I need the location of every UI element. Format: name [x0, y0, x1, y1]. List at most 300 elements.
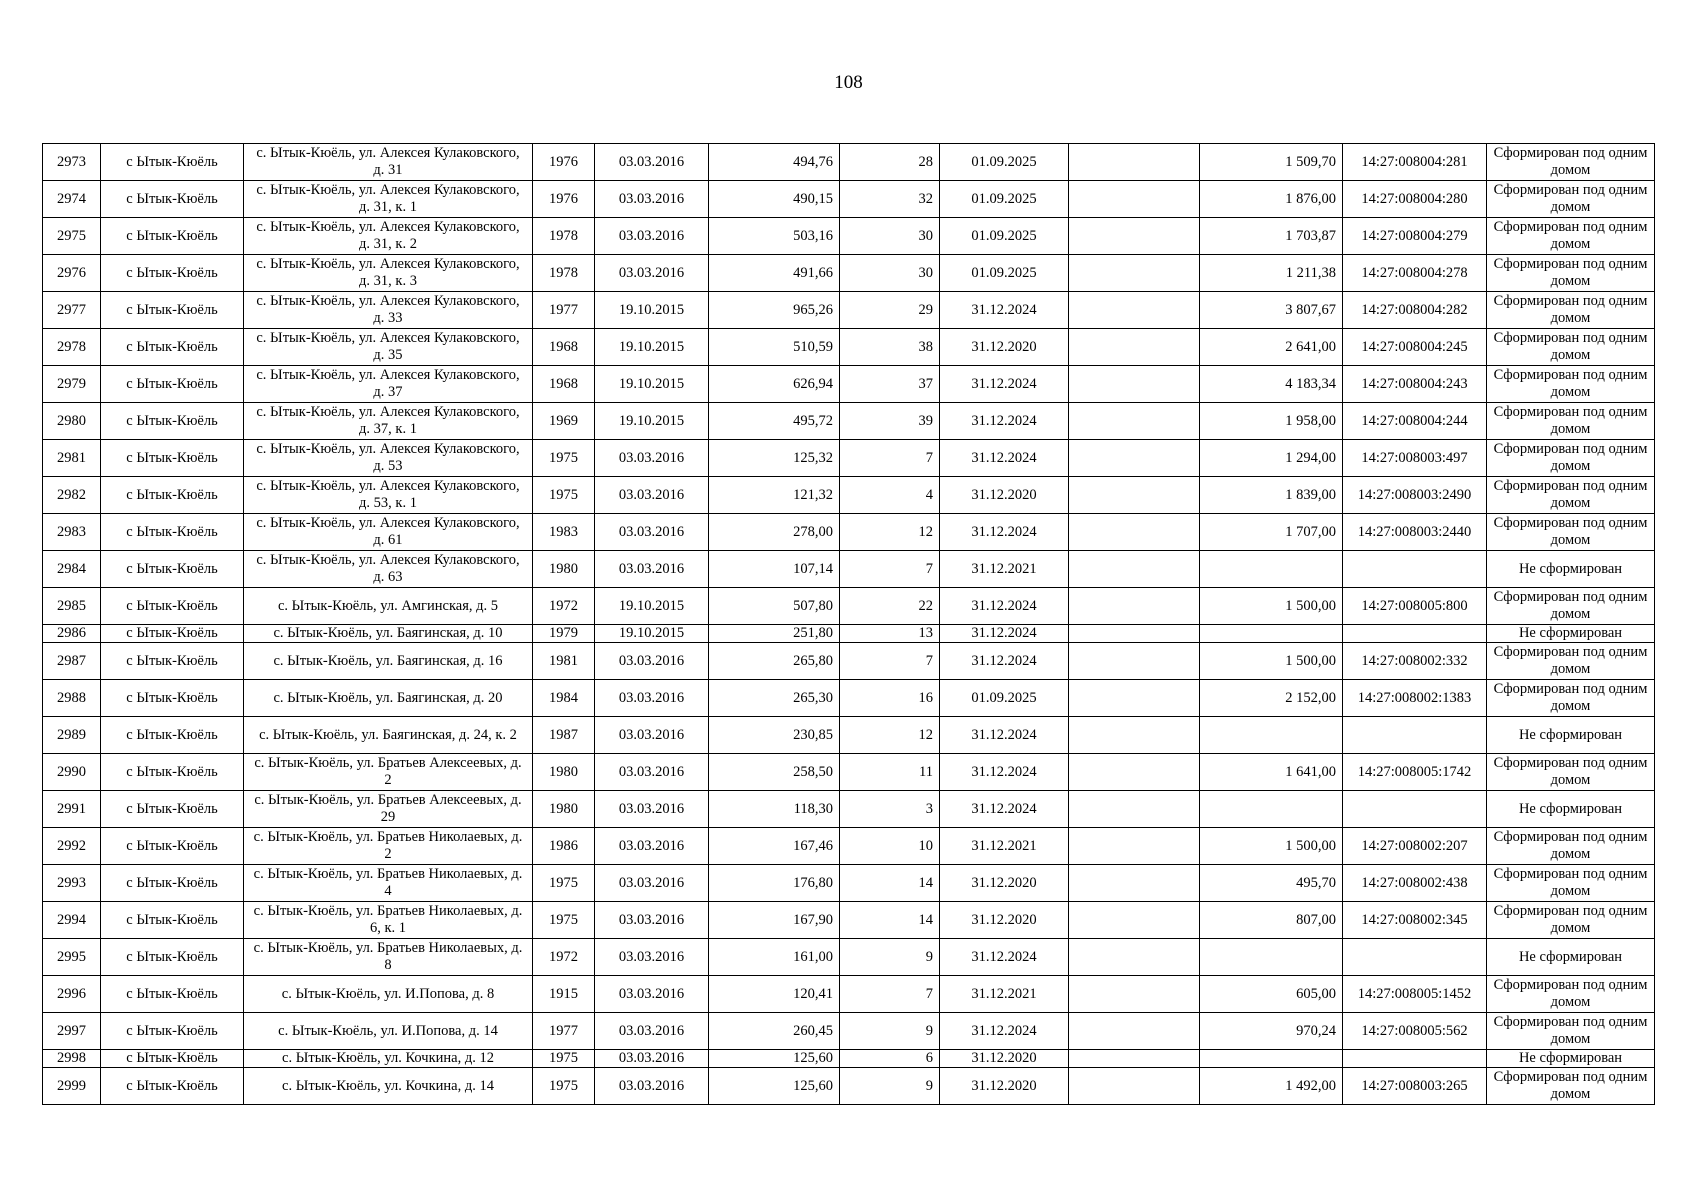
land-area-cell	[1200, 939, 1343, 976]
settlement-cell: с Ытык-Кюёль	[101, 255, 244, 292]
land-status-cell: Не сформирован	[1487, 717, 1655, 754]
land-status-cell: Сформирован под одним домом	[1487, 680, 1655, 717]
deadline-cell: 31.12.2021	[940, 976, 1069, 1013]
deadline-cell: 01.09.2025	[940, 181, 1069, 218]
cadastral-number-cell: 14:27:008002:207	[1343, 828, 1487, 865]
address-cell: с. Ытык-Кюёль, ул. Алексея Кулаковского, д. 37	[244, 366, 533, 403]
row-number: 2990	[43, 754, 101, 791]
land-status-cell: Сформирован под одним домом	[1487, 588, 1655, 625]
survey-date-cell: 19.10.2015	[595, 329, 709, 366]
area-cell: 265,30	[709, 680, 840, 717]
settlement-cell: с Ытык-Кюёль	[101, 976, 244, 1013]
cadastral-number-cell	[1343, 551, 1487, 588]
survey-date-cell: 03.03.2016	[595, 754, 709, 791]
address-cell: с. Ытык-Кюёль, ул. Алексея Кулаковского, д. 53, к. 1	[244, 477, 533, 514]
land-status-cell: Сформирован под одним домом	[1487, 218, 1655, 255]
year-built-cell: 1975	[533, 1050, 595, 1068]
survey-date-cell: 19.10.2015	[595, 403, 709, 440]
row-number: 2973	[43, 144, 101, 181]
land-status-cell: Сформирован под одним домом	[1487, 902, 1655, 939]
land-area-cell: 2 641,00	[1200, 329, 1343, 366]
settlement-cell: с Ытык-Кюёль	[101, 643, 244, 680]
address-cell: с. Ытык-Кюёль, ул. Амгинская, д. 5	[244, 588, 533, 625]
row-number: 2988	[43, 680, 101, 717]
residents-cell: 7	[840, 643, 940, 680]
land-status-cell: Не сформирован	[1487, 551, 1655, 588]
land-status-cell: Сформирован под одним домом	[1487, 255, 1655, 292]
land-status-cell: Сформирован под одним домом	[1487, 366, 1655, 403]
year-built-cell: 1980	[533, 551, 595, 588]
survey-date-cell: 03.03.2016	[595, 680, 709, 717]
survey-date-cell: 03.03.2016	[595, 255, 709, 292]
deadline-cell: 31.12.2021	[940, 828, 1069, 865]
page-number: 108	[834, 72, 863, 93]
table-row	[43, 625, 1655, 643]
area-cell: 125,60	[709, 1068, 840, 1105]
year-built-cell: 1980	[533, 791, 595, 828]
survey-date-cell: 03.03.2016	[595, 717, 709, 754]
area-cell: 251,80	[709, 625, 840, 643]
deadline-cell: 31.12.2021	[940, 551, 1069, 588]
year-built-cell: 1972	[533, 939, 595, 976]
address-cell: с. Ытык-Кюёль, ул. Алексея Кулаковского, д. 53	[244, 440, 533, 477]
settlement-cell: с Ытык-Кюёль	[101, 625, 244, 643]
row-number: 2974	[43, 181, 101, 218]
settlement-cell: с Ытык-Кюёль	[101, 865, 244, 902]
survey-date-cell: 03.03.2016	[595, 440, 709, 477]
survey-date-cell: 03.03.2016	[595, 791, 709, 828]
area-cell: 125,60	[709, 1050, 840, 1068]
cadastral-number-cell: 14:27:008005:800	[1343, 588, 1487, 625]
land-status-cell: Сформирован под одним домом	[1487, 514, 1655, 551]
residents-cell: 9	[840, 939, 940, 976]
land-status-cell: Сформирован под одним домом	[1487, 440, 1655, 477]
year-built-cell: 1968	[533, 366, 595, 403]
area-cell: 125,32	[709, 440, 840, 477]
cadastral-number-cell	[1343, 1050, 1487, 1068]
area-cell: 176,80	[709, 865, 840, 902]
settlement-cell: с Ытык-Кюёль	[101, 329, 244, 366]
year-built-cell: 1987	[533, 717, 595, 754]
land-status-cell: Не сформирован	[1487, 1050, 1655, 1068]
land-status-cell: Сформирован под одним домом	[1487, 828, 1655, 865]
deadline-cell: 31.12.2024	[940, 366, 1069, 403]
settlement-cell: с Ытык-Кюёль	[101, 717, 244, 754]
row-number: 2978	[43, 329, 101, 366]
row-number: 2994	[43, 902, 101, 939]
land-area-cell	[1200, 791, 1343, 828]
empty-cell	[1069, 754, 1200, 791]
residents-cell: 28	[840, 144, 940, 181]
row-number: 2984	[43, 551, 101, 588]
land-area-cell: 1 641,00	[1200, 754, 1343, 791]
area-cell: 490,15	[709, 181, 840, 218]
address-cell: с. Ытык-Кюёль, ул. Баягинская, д. 10	[244, 625, 533, 643]
survey-date-cell: 03.03.2016	[595, 514, 709, 551]
settlement-cell: с Ытык-Кюёль	[101, 181, 244, 218]
empty-cell	[1069, 902, 1200, 939]
settlement-cell: с Ытык-Кюёль	[101, 791, 244, 828]
row-number: 2976	[43, 255, 101, 292]
deadline-cell: 31.12.2024	[940, 625, 1069, 643]
cadastral-number-cell	[1343, 717, 1487, 754]
year-built-cell: 1968	[533, 329, 595, 366]
empty-cell	[1069, 828, 1200, 865]
land-status-cell: Сформирован под одним домом	[1487, 477, 1655, 514]
settlement-cell: с Ытык-Кюёль	[101, 403, 244, 440]
address-cell: с. Ытык-Кюёль, ул. Баягинская, д. 24, к. 2	[244, 717, 533, 754]
land-area-cell: 1 500,00	[1200, 643, 1343, 680]
cadastral-number-cell: 14:27:008005:562	[1343, 1013, 1487, 1050]
settlement-cell: с Ытык-Кюёль	[101, 1068, 244, 1105]
table-row	[43, 643, 1655, 680]
settlement-cell: с Ытык-Кюёль	[101, 754, 244, 791]
land-area-cell	[1200, 717, 1343, 754]
area-cell: 503,16	[709, 218, 840, 255]
residents-cell: 7	[840, 440, 940, 477]
residents-cell: 7	[840, 551, 940, 588]
residents-cell: 29	[840, 292, 940, 329]
table-row	[43, 680, 1655, 717]
settlement-cell: с Ытык-Кюёль	[101, 588, 244, 625]
cadastral-number-cell: 14:27:008004:244	[1343, 403, 1487, 440]
address-cell: с. Ытык-Кюёль, ул. Братьев Николаевых, д. 2	[244, 828, 533, 865]
year-built-cell: 1983	[533, 514, 595, 551]
land-status-cell: Сформирован под одним домом	[1487, 754, 1655, 791]
settlement-cell: с Ытык-Кюёль	[101, 144, 244, 181]
table-row	[43, 865, 1655, 902]
deadline-cell: 01.09.2025	[940, 218, 1069, 255]
land-area-cell: 1 839,00	[1200, 477, 1343, 514]
row-number: 2982	[43, 477, 101, 514]
row-number: 2980	[43, 403, 101, 440]
deadline-cell: 31.12.2024	[940, 643, 1069, 680]
settlement-cell: с Ытык-Кюёль	[101, 218, 244, 255]
row-number: 2991	[43, 791, 101, 828]
residents-cell: 6	[840, 1050, 940, 1068]
empty-cell	[1069, 144, 1200, 181]
cadastral-number-cell: 14:27:008004:245	[1343, 329, 1487, 366]
table-row	[43, 588, 1655, 625]
table-row	[43, 255, 1655, 292]
deadline-cell: 31.12.2024	[940, 754, 1069, 791]
land-area-cell	[1200, 551, 1343, 588]
empty-cell	[1069, 625, 1200, 643]
residents-cell: 37	[840, 366, 940, 403]
land-area-cell: 970,24	[1200, 1013, 1343, 1050]
address-cell: с. Ытык-Кюёль, ул. Алексея Кулаковского, д. 31, к. 3	[244, 255, 533, 292]
address-cell: с. Ытык-Кюёль, ул. Братьев Николаевых, д. 4	[244, 865, 533, 902]
deadline-cell: 31.12.2024	[940, 440, 1069, 477]
survey-date-cell: 19.10.2015	[595, 366, 709, 403]
cadastral-number-cell: 14:27:008004:281	[1343, 144, 1487, 181]
residents-cell: 32	[840, 181, 940, 218]
deadline-cell: 01.09.2025	[940, 144, 1069, 181]
land-area-cell: 1 703,87	[1200, 218, 1343, 255]
year-built-cell: 1977	[533, 1013, 595, 1050]
area-cell: 167,90	[709, 902, 840, 939]
cadastral-number-cell	[1343, 625, 1487, 643]
land-area-cell: 1 958,00	[1200, 403, 1343, 440]
row-number: 2997	[43, 1013, 101, 1050]
address-cell: с. Ытык-Кюёль, ул. Алексея Кулаковского, д. 37, к. 1	[244, 403, 533, 440]
land-status-cell: Сформирован под одним домом	[1487, 643, 1655, 680]
residents-cell: 10	[840, 828, 940, 865]
area-cell: 107,14	[709, 551, 840, 588]
address-cell: с. Ытык-Кюёль, ул. Братьев Николаевых, д. 8	[244, 939, 533, 976]
land-area-cell: 1 294,00	[1200, 440, 1343, 477]
row-number: 2981	[43, 440, 101, 477]
area-cell: 230,85	[709, 717, 840, 754]
residents-cell: 7	[840, 976, 940, 1013]
empty-cell	[1069, 477, 1200, 514]
table-row	[43, 976, 1655, 1013]
deadline-cell: 31.12.2020	[940, 1050, 1069, 1068]
survey-date-cell: 19.10.2015	[595, 625, 709, 643]
survey-date-cell: 03.03.2016	[595, 218, 709, 255]
residents-cell: 16	[840, 680, 940, 717]
area-cell: 120,41	[709, 976, 840, 1013]
cadastral-number-cell: 14:27:008005:1742	[1343, 754, 1487, 791]
settlement-cell: с Ытык-Кюёль	[101, 939, 244, 976]
table-row	[43, 1068, 1655, 1105]
deadline-cell: 01.09.2025	[940, 255, 1069, 292]
residents-cell: 9	[840, 1068, 940, 1105]
deadline-cell: 31.12.2024	[940, 292, 1069, 329]
year-built-cell: 1975	[533, 1068, 595, 1105]
deadline-cell: 31.12.2020	[940, 329, 1069, 366]
row-number: 2995	[43, 939, 101, 976]
row-number: 2979	[43, 366, 101, 403]
address-cell: с. Ытык-Кюёль, ул. Алексея Кулаковского, д. 33	[244, 292, 533, 329]
deadline-cell: 31.12.2024	[940, 514, 1069, 551]
settlement-cell: с Ытык-Кюёль	[101, 828, 244, 865]
survey-date-cell: 03.03.2016	[595, 828, 709, 865]
deadline-cell: 31.12.2024	[940, 1013, 1069, 1050]
year-built-cell: 1986	[533, 828, 595, 865]
year-built-cell: 1984	[533, 680, 595, 717]
row-number: 2983	[43, 514, 101, 551]
residents-cell: 38	[840, 329, 940, 366]
row-number: 2987	[43, 643, 101, 680]
table-row	[43, 754, 1655, 791]
empty-cell	[1069, 514, 1200, 551]
empty-cell	[1069, 939, 1200, 976]
survey-date-cell: 03.03.2016	[595, 551, 709, 588]
residents-cell: 11	[840, 754, 940, 791]
housing-registry-table	[42, 143, 1655, 1105]
cadastral-number-cell: 14:27:008005:1452	[1343, 976, 1487, 1013]
land-status-cell: Сформирован под одним домом	[1487, 976, 1655, 1013]
deadline-cell: 31.12.2020	[940, 1068, 1069, 1105]
row-number: 2977	[43, 292, 101, 329]
land-area-cell: 1 500,00	[1200, 588, 1343, 625]
settlement-cell: с Ытык-Кюёль	[101, 1013, 244, 1050]
table-row	[43, 551, 1655, 588]
land-area-cell: 3 807,67	[1200, 292, 1343, 329]
residents-cell: 12	[840, 717, 940, 754]
land-area-cell: 1 492,00	[1200, 1068, 1343, 1105]
area-cell: 258,50	[709, 754, 840, 791]
deadline-cell: 31.12.2024	[940, 791, 1069, 828]
survey-date-cell: 03.03.2016	[595, 1013, 709, 1050]
year-built-cell: 1981	[533, 643, 595, 680]
residents-cell: 22	[840, 588, 940, 625]
land-area-cell: 4 183,34	[1200, 366, 1343, 403]
land-status-cell: Сформирован под одним домом	[1487, 329, 1655, 366]
empty-cell	[1069, 403, 1200, 440]
cadastral-number-cell: 14:27:008003:265	[1343, 1068, 1487, 1105]
residents-cell: 4	[840, 477, 940, 514]
year-built-cell: 1972	[533, 588, 595, 625]
area-cell: 495,72	[709, 403, 840, 440]
row-number: 2992	[43, 828, 101, 865]
area-cell: 118,30	[709, 791, 840, 828]
row-number: 2986	[43, 625, 101, 643]
table-row	[43, 717, 1655, 754]
empty-cell	[1069, 218, 1200, 255]
area-cell: 626,94	[709, 366, 840, 403]
year-built-cell: 1976	[533, 144, 595, 181]
table-row	[43, 366, 1655, 403]
land-status-cell: Сформирован под одним домом	[1487, 1068, 1655, 1105]
residents-cell: 9	[840, 1013, 940, 1050]
table-row	[43, 403, 1655, 440]
address-cell: с. Ытык-Кюёль, ул. Баягинская, д. 20	[244, 680, 533, 717]
empty-cell	[1069, 588, 1200, 625]
table-row	[43, 440, 1655, 477]
land-status-cell: Не сформирован	[1487, 791, 1655, 828]
cadastral-number-cell: 14:27:008004:278	[1343, 255, 1487, 292]
land-area-cell	[1200, 625, 1343, 643]
address-cell: с. Ытык-Кюёль, ул. Братьев Алексеевых, д. 29	[244, 791, 533, 828]
table-row	[43, 144, 1655, 181]
cadastral-number-cell: 14:27:008004:282	[1343, 292, 1487, 329]
survey-date-cell: 03.03.2016	[595, 902, 709, 939]
empty-cell	[1069, 1013, 1200, 1050]
area-cell: 510,59	[709, 329, 840, 366]
table-row	[43, 292, 1655, 329]
address-cell: с. Ытык-Кюёль, ул. И.Попова, д. 8	[244, 976, 533, 1013]
land-status-cell: Сформирован под одним домом	[1487, 1013, 1655, 1050]
row-number: 2999	[43, 1068, 101, 1105]
deadline-cell: 31.12.2020	[940, 902, 1069, 939]
table-row	[43, 1050, 1655, 1068]
land-status-cell: Не сформирован	[1487, 625, 1655, 643]
table-body	[43, 144, 1655, 1105]
deadline-cell: 31.12.2024	[940, 588, 1069, 625]
land-area-cell: 2 152,00	[1200, 680, 1343, 717]
table-row	[43, 181, 1655, 218]
table-row	[43, 477, 1655, 514]
address-cell: с. Ытык-Кюёль, ул. Кочкина, д. 14	[244, 1068, 533, 1105]
survey-date-cell: 03.03.2016	[595, 1050, 709, 1068]
residents-cell: 14	[840, 902, 940, 939]
land-area-cell: 495,70	[1200, 865, 1343, 902]
survey-date-cell: 03.03.2016	[595, 181, 709, 218]
empty-cell	[1069, 255, 1200, 292]
area-cell: 278,00	[709, 514, 840, 551]
empty-cell	[1069, 551, 1200, 588]
area-cell: 494,76	[709, 144, 840, 181]
empty-cell	[1069, 329, 1200, 366]
year-built-cell: 1976	[533, 181, 595, 218]
land-area-cell: 1 500,00	[1200, 828, 1343, 865]
residents-cell: 3	[840, 791, 940, 828]
year-built-cell: 1969	[533, 403, 595, 440]
cadastral-number-cell: 14:27:008004:243	[1343, 366, 1487, 403]
area-cell: 260,45	[709, 1013, 840, 1050]
survey-date-cell: 03.03.2016	[595, 1068, 709, 1105]
row-number: 2996	[43, 976, 101, 1013]
address-cell: с. Ытык-Кюёль, ул. Братьев Николаевых, д. 6, к. 1	[244, 902, 533, 939]
empty-cell	[1069, 976, 1200, 1013]
row-number: 2993	[43, 865, 101, 902]
row-number: 2975	[43, 218, 101, 255]
land-status-cell: Сформирован под одним домом	[1487, 144, 1655, 181]
residents-cell: 30	[840, 218, 940, 255]
land-status-cell: Сформирован под одним домом	[1487, 865, 1655, 902]
settlement-cell: с Ытык-Кюёль	[101, 366, 244, 403]
address-cell: с. Ытык-Кюёль, ул. Алексея Кулаковского, д. 31	[244, 144, 533, 181]
empty-cell	[1069, 366, 1200, 403]
year-built-cell: 1978	[533, 218, 595, 255]
year-built-cell: 1975	[533, 865, 595, 902]
year-built-cell: 1977	[533, 292, 595, 329]
residents-cell: 14	[840, 865, 940, 902]
settlement-cell: с Ытык-Кюёль	[101, 1050, 244, 1068]
survey-date-cell: 03.03.2016	[595, 865, 709, 902]
area-cell: 507,80	[709, 588, 840, 625]
area-cell: 491,66	[709, 255, 840, 292]
table-row	[43, 828, 1655, 865]
year-built-cell: 1975	[533, 477, 595, 514]
empty-cell	[1069, 791, 1200, 828]
empty-cell	[1069, 717, 1200, 754]
land-area-cell: 807,00	[1200, 902, 1343, 939]
empty-cell	[1069, 292, 1200, 329]
row-number: 2985	[43, 588, 101, 625]
land-area-cell: 1 509,70	[1200, 144, 1343, 181]
residents-cell: 30	[840, 255, 940, 292]
survey-date-cell: 03.03.2016	[595, 477, 709, 514]
residents-cell: 13	[840, 625, 940, 643]
cadastral-number-cell: 14:27:008002:332	[1343, 643, 1487, 680]
settlement-cell: с Ытык-Кюёль	[101, 902, 244, 939]
address-cell: с. Ытык-Кюёль, ул. Баягинская, д. 16	[244, 643, 533, 680]
cadastral-number-cell: 14:27:008003:2440	[1343, 514, 1487, 551]
land-area-cell: 1 211,38	[1200, 255, 1343, 292]
empty-cell	[1069, 1068, 1200, 1105]
land-area-cell: 1 876,00	[1200, 181, 1343, 218]
cadastral-number-cell: 14:27:008003:497	[1343, 440, 1487, 477]
empty-cell	[1069, 1050, 1200, 1068]
table-row	[43, 939, 1655, 976]
deadline-cell: 31.12.2020	[940, 865, 1069, 902]
empty-cell	[1069, 865, 1200, 902]
address-cell: с. Ытык-Кюёль, ул. Кочкина, д. 12	[244, 1050, 533, 1068]
empty-cell	[1069, 440, 1200, 477]
table-row	[43, 1013, 1655, 1050]
year-built-cell: 1975	[533, 902, 595, 939]
year-built-cell: 1978	[533, 255, 595, 292]
cadastral-number-cell: 14:27:008004:280	[1343, 181, 1487, 218]
land-status-cell: Сформирован под одним домом	[1487, 403, 1655, 440]
table-row	[43, 791, 1655, 828]
settlement-cell: с Ытык-Кюёль	[101, 680, 244, 717]
address-cell: с. Ытык-Кюёль, ул. Братьев Алексеевых, д. 2	[244, 754, 533, 791]
address-cell: с. Ытык-Кюёль, ул. Алексея Кулаковского, д. 63	[244, 551, 533, 588]
